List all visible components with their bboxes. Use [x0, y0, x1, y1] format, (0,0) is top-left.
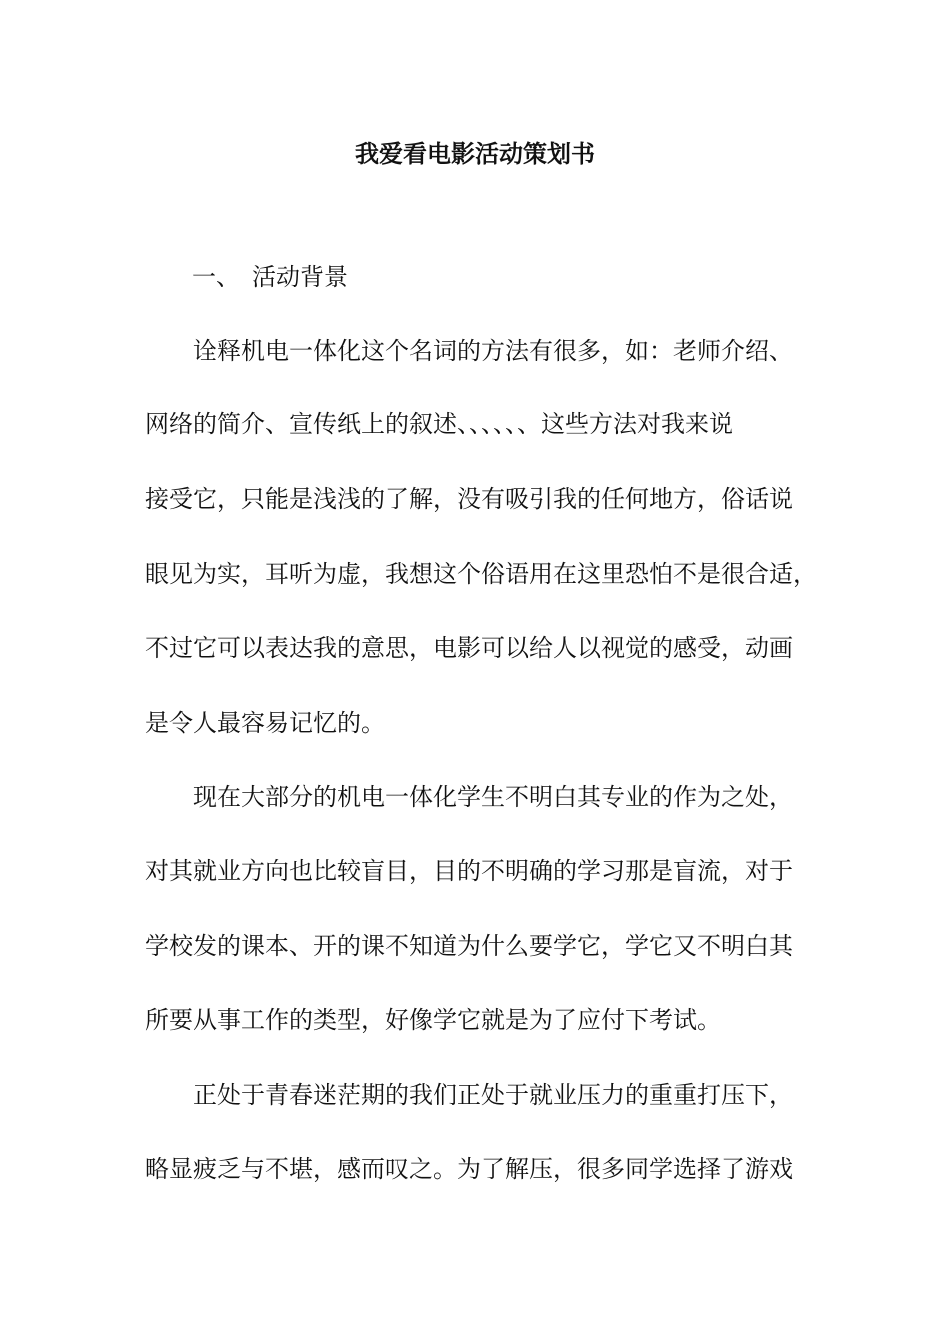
paragraph-line: 学校发的课本、开的课不知道为什么要学它，学它又不明白其 — [145, 932, 793, 960]
paragraph-line: 所要从事工作的类型，好像学它就是为了应付下考试。 — [145, 1006, 721, 1034]
paragraph-line: 正处于青春迷茫期的我们正处于就业压力的重重打压下， — [193, 1081, 793, 1109]
document-title: 我爱看电影活动策划书 — [355, 139, 595, 168]
paragraph-line: 诠释机电一体化这个名词的方法有很多，如：老师介绍、 — [193, 337, 793, 365]
section-heading-text: 活动背景 — [252, 263, 348, 291]
paragraph-line: 网络的简介、宣传纸上的叙述、、、、、、这些方法对我来说 — [145, 410, 733, 438]
paragraph-line: 不过它可以表达我的意思，电影可以给人以视觉的感受，动画 — [145, 634, 793, 662]
paragraph-line: 略显疲乏与不堪，感而叹之。为了解压，很多同学选择了游戏 — [145, 1155, 793, 1183]
paragraph-line: 是令人最容易记忆的。 — [145, 709, 385, 737]
paragraph-line: 现在大部分的机电一体化学生不明白其专业的作为之处， — [193, 783, 793, 811]
paragraph-line: 接受它，只能是浅浅的了解，没有吸引我的任何地方，俗话说 — [145, 485, 793, 513]
section-number: 一、 — [192, 263, 240, 291]
paragraph-line: 眼见为实，耳听为虚，我想这个俗语用在这里恐怕不是很合适， — [145, 560, 817, 588]
section-heading — [192, 259, 348, 295]
paragraph-line: 对其就业方向也比较盲目，目的不明确的学习那是盲流，对于 — [145, 857, 793, 885]
